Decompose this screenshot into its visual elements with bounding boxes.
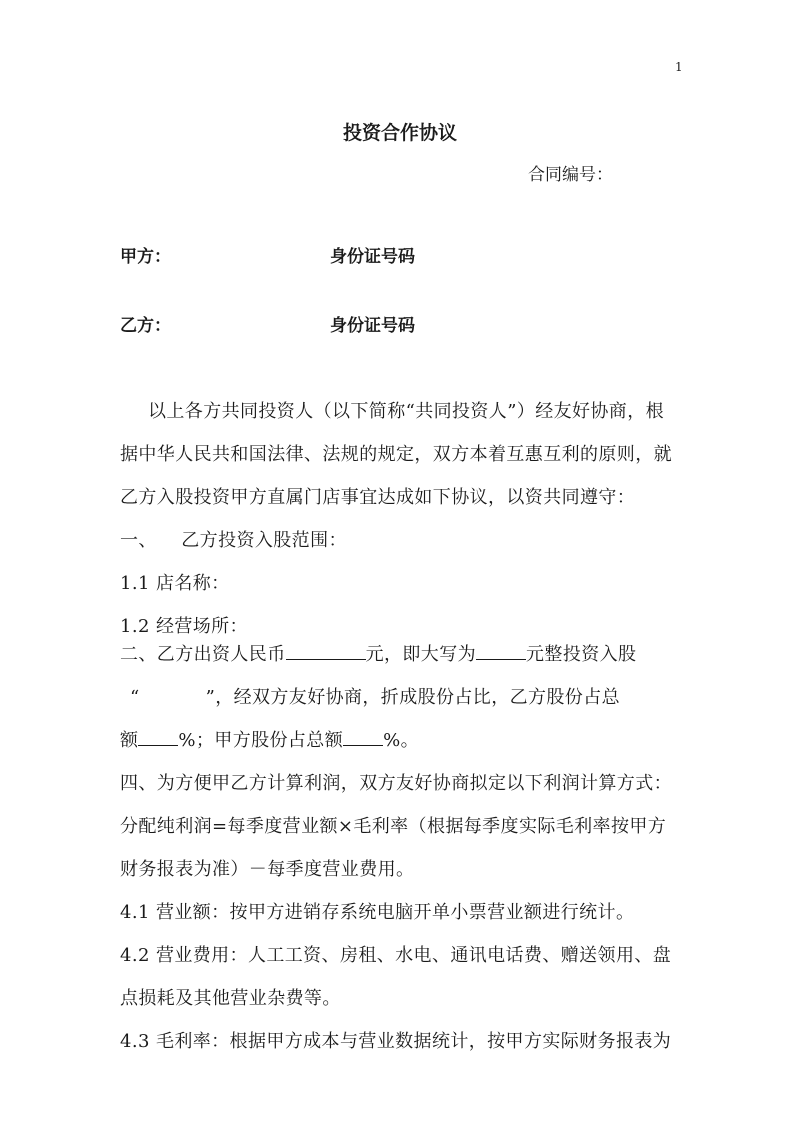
party-b-id-label: 身份证号码 <box>330 316 415 336</box>
intro-paragraph-line-2: 据中华人民共和国法律、法规的规定，双方本着互惠互利的原则，就 <box>120 444 672 465</box>
document-title: 投资合作协议 <box>342 122 457 144</box>
section-1-heading: 一、 乙方投资入股范围： <box>120 530 347 551</box>
party-a-id-label: 身份证号码 <box>330 247 415 267</box>
intro-paragraph-line-3: 乙方入股投资甲方直属门店事宜达成如下协议，以资共同遵守： <box>120 487 636 508</box>
section-2-text-e: ”，经双方友好协商，折成股份占比，乙方股份占总 <box>205 687 621 708</box>
section-2-text-c: 元整投资入股 <box>526 644 637 665</box>
contract-number-label: 合同编号： <box>528 165 613 185</box>
profit-formula-line-2: 财务报表为准）－每季度营业费用。 <box>120 859 415 880</box>
party-b-share-blank <box>138 726 178 746</box>
section-2-line-2 <box>120 683 700 709</box>
party-b-label: 乙方： <box>120 316 171 336</box>
party-a-share-blank <box>343 726 383 746</box>
section-1-1-store-name: 1.1 店名称： <box>120 573 230 594</box>
section-1-2-business-location: 1.2 经营场所： <box>120 616 248 637</box>
section-4-2-expenses-line-2: 点损耗及其他营业杂费等。 <box>120 988 341 1009</box>
section-2-text-d: “ <box>130 687 140 708</box>
section-2-text-b: 元，即大写为 <box>365 644 477 665</box>
page-number: 1 <box>675 60 683 74</box>
intro-paragraph-line-1: 以上各方共同投资人（以下简称“共同投资人”）经友好协商，根 <box>148 401 665 422</box>
section-4-3-gross-margin-line-1: 4.3 毛利率：根据甲方成本与营业数据统计，按甲方实际财务报表为 <box>120 1031 672 1052</box>
amount-blank <box>286 640 366 660</box>
section-2-text-g: %；甲方股份占总额 <box>178 730 344 751</box>
section-4-2-expenses-line-1: 4.2 营业费用：人工工资、房租、水电、通讯电话费、赠送领用、盘 <box>120 945 672 966</box>
section-2-line-3 <box>120 726 690 752</box>
profit-formula-line-1: 分配纯利润=每季度营业额×毛利率（根据每季度实际毛利率按甲方 <box>120 816 667 837</box>
section-2-line-1 <box>120 640 690 666</box>
section-2-text-h: %。 <box>383 730 420 751</box>
section-2-text-a: 二、乙方出资人民币 <box>120 644 286 665</box>
section-4-heading: 四、为方便甲乙方计算利润，双方友好协商拟定以下利润计算方式： <box>120 773 672 794</box>
party-a-label: 甲方： <box>120 247 171 267</box>
amount-in-words-blank <box>476 640 526 660</box>
section-2-text-f: 额 <box>120 730 139 751</box>
section-4-1-revenue: 4.1 营业额：按甲方进销存系统电脑开单小票营业额进行统计。 <box>120 902 635 923</box>
